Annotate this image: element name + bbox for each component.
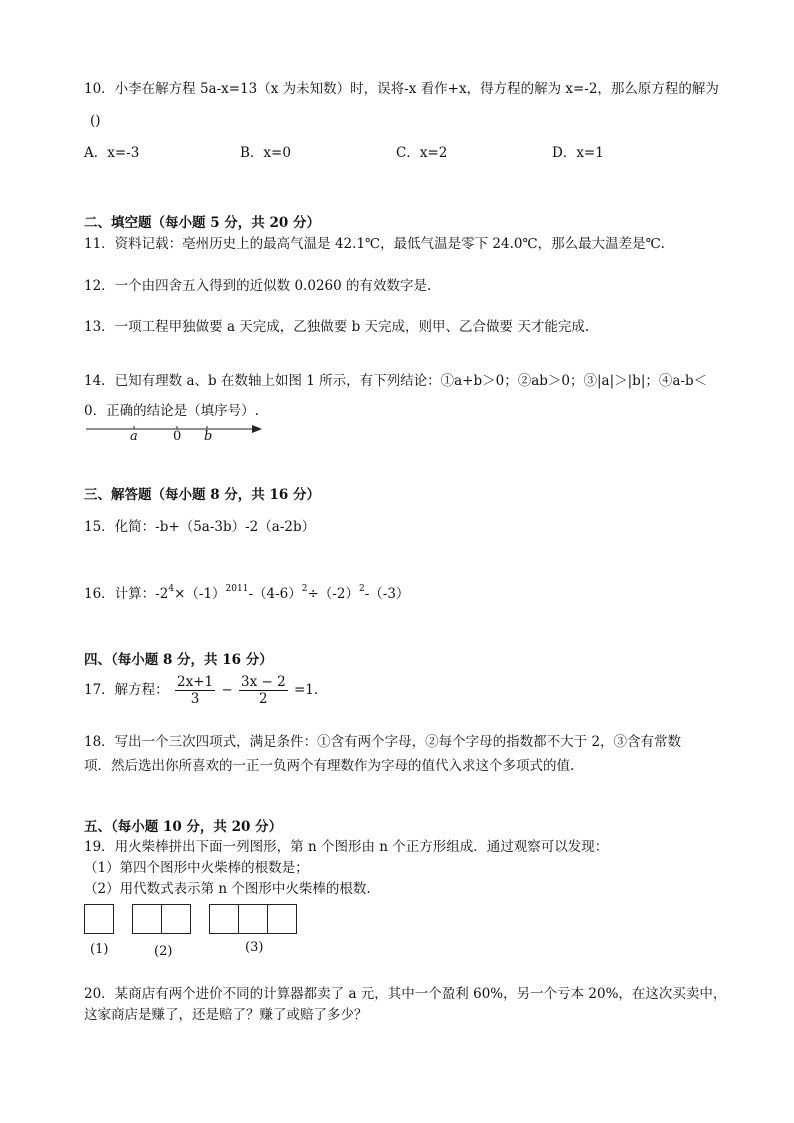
q17-minus: − [221,682,233,698]
q17-fraction-2 [239,674,288,707]
q18-line2: 项．然后选出你所喜欢的一正一负两个有理数作为字母的值代入求这个多项式的值. [84,758,575,774]
q16-exp2: 2011 [225,584,249,594]
q16-exp4: 2 [358,584,365,594]
q13-text: 13．一项工程甲独做要 a 天完成，乙独做要 b 天完成，则甲、乙合做要 天才能完成. [84,319,590,335]
q15-text: 15．化简：-b+（5a-3b）-2（a-2b） [84,519,316,535]
q10-stem: 10．小李在解方程 5a-x=13（x 为未知数）时，误将-x 看作+x，得方程的解为 x=-2，那么原方程的解为 [84,81,719,97]
figure2-label: (2) [154,944,173,959]
number-line-label-a: a [130,429,138,444]
q16-end: -（-3） [364,586,410,602]
q19-line1: 19．用火柴棒拼出下面一列图形，第 n 个图形由 n 个正方形组成．通过观察可以发现： [84,839,609,855]
section3-heading: 三、解答题（每小题 8 分，共 16 分） [84,487,320,503]
section4-heading: 四、（每小题 8 分，共 16 分） [84,652,273,668]
q20-line1: 20．某商店有两个进价不同的计算器都卖了 a 元，其中一个盈利 60%，另一个亏本 20%，在这次买卖中， [84,986,727,1002]
figure3-square-1 [209,904,239,934]
q12-text: 12．一个由四舍五入得到的近似数 0.0260 的有效数字是. [84,278,432,294]
q14-line1: 14．已知有理数 a、b 在数轴上如图 1 所示，有下列结论：①a+b＞0；②ab＞0；③|a|＞|b|；④a-b＜ [84,373,708,389]
q10-option-d: D．x=1 [552,145,604,161]
q20-line2: 这家商店是赚了，还是赔了？赚了或赔了多少？ [84,1007,368,1023]
q16-prefix: 16．计算：-2 [84,586,169,602]
q17-fraction-1 [175,674,215,707]
q11-text: 11．资料记载：亳州历史上的最高气温是 42.1℃，最低气温是零下 24.0℃，那么最大温差是℃. [84,236,665,252]
q17-denominator-1: 3 [190,691,200,707]
figure2-square-1 [132,904,162,934]
q17-prefix: 17．解方程： [84,682,169,698]
q16-mid1: ×（-1） [174,586,226,602]
q16-exp1: 4 [168,584,175,594]
figure3-square-2 [238,904,268,934]
q16-mid2: -（4-6） [248,586,302,602]
q17-numerator-1: 2x+1 [176,674,214,690]
q14-line2: 0．正确的结论是（填序号）. [84,403,259,419]
q16-text [84,580,409,603]
q17-equation [84,672,318,708]
q10-paren: () [90,113,101,129]
q17-end: =1. [293,682,319,698]
number-line-label-zero: 0 [173,429,182,444]
q19-sub2: （2）用代数式表示第 n 个图形中火柴棒的根数. [84,881,371,897]
figure3-square-3 [267,904,297,934]
section5-heading: 五、（每小题 10 分，共 20 分） [84,819,283,835]
q17-denominator-2: 2 [259,691,268,707]
q19-sub1: （1）第四个图形中火柴棒的根数是； [84,860,309,876]
q16-exp3: 2 [301,584,308,594]
number-line-label-b: b [204,429,213,444]
q16-mid3: ÷（-2） [307,586,359,602]
section2-heading: 二、填空题（每小题 5 分，共 20 分） [84,215,320,231]
q17-numerator-2: 3x − 2 [241,674,286,690]
q18-line1: 18．写出一个三次四项式，满足条件：①含有两个字母，②每个字母的指数都不大于 2，③含有常数 [84,734,682,750]
q10-option-c: C．x=2 [396,145,448,161]
q10-option-b: B．x=0 [240,145,291,161]
figure2-square-2 [161,904,191,934]
figure1-square [84,904,114,934]
figure1-label: (1) [90,942,109,957]
q10-option-a: A．x=-3 [84,145,140,161]
figure3-label: (3) [245,940,264,955]
